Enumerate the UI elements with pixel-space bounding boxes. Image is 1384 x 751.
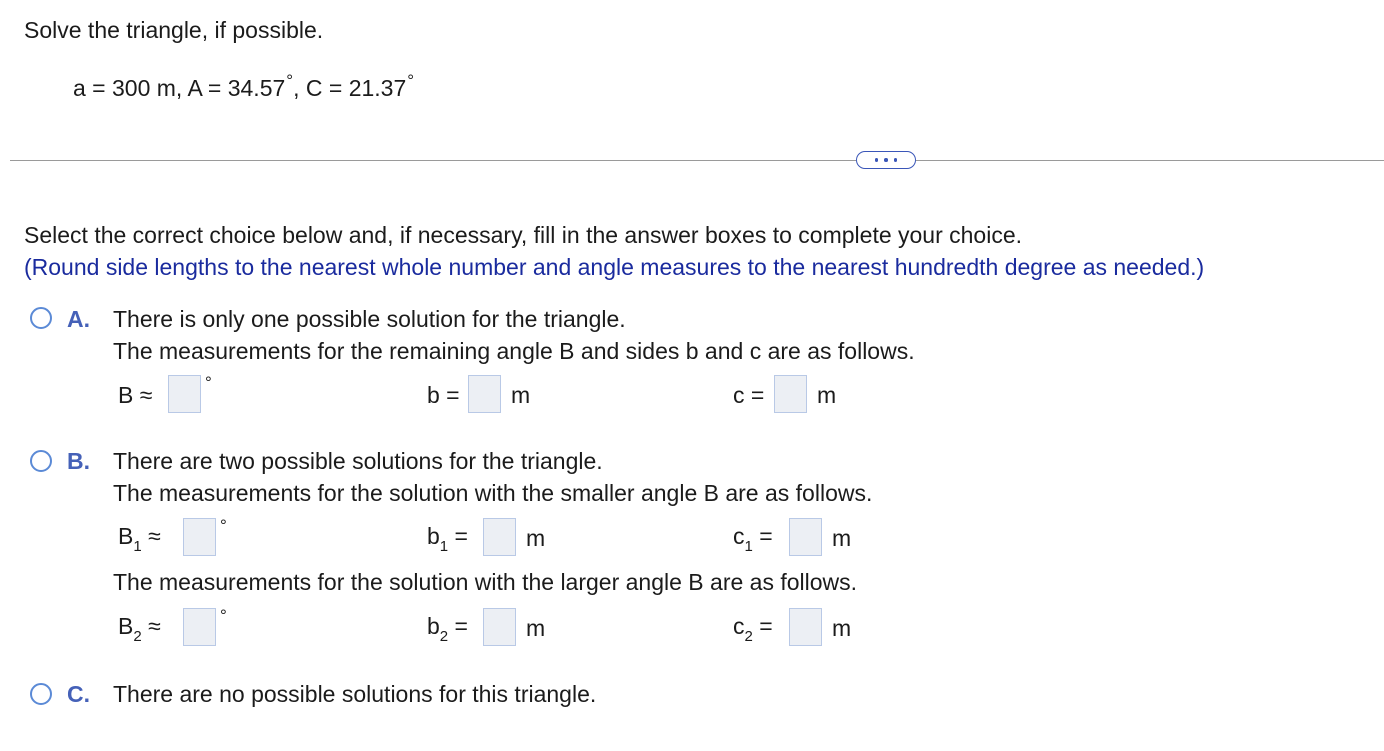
given-angle-c: , C = 21.37: [293, 75, 407, 101]
degree-symbol: °: [220, 516, 227, 535]
side-b2-label: $b_2$ =: [427, 613, 468, 645]
choice-b-subtext-smaller: The measurements for the solution with the smaller angle B are as follows.: [113, 480, 873, 506]
degree-symbol: °: [407, 71, 415, 90]
degree-symbol: °: [220, 606, 227, 625]
side-c2-unit: m: [832, 615, 852, 641]
choice-a-subtext: The measurements for the remaining angle B and sides b and c are as follows.: [113, 338, 915, 364]
side-b1-label: $b_1$ =: [427, 523, 468, 555]
side-c1-label: $c_1$ =: [733, 523, 773, 555]
choice-b-letter: B.: [67, 448, 90, 474]
side-c-input[interactable]: [774, 375, 807, 413]
side-b2-unit: m: [526, 615, 546, 641]
side-c1-input[interactable]: [789, 518, 822, 556]
given-a-and-angle-a: a = 300 m, A = 34.57: [73, 75, 286, 101]
given-values: [73, 71, 415, 105]
angle-b-input[interactable]: [168, 375, 201, 413]
side-b-label: b =: [427, 382, 460, 408]
dot-icon: [875, 158, 879, 162]
choice-a-text: There is only one possible solution for the triangle.: [113, 306, 626, 332]
choice-b-subtext-larger: The measurements for the solution with the larger angle B are as follows.: [113, 569, 858, 595]
side-b-input[interactable]: [468, 375, 501, 413]
side-c-unit: m: [817, 382, 837, 408]
dot-icon: [894, 158, 898, 162]
choice-b-radio[interactable]: [30, 450, 52, 472]
angle-b2-input[interactable]: [183, 608, 216, 646]
angle-b1-input[interactable]: [183, 518, 216, 556]
angle-b1-label: $B_1$ ≈: [118, 523, 161, 555]
divider-right: [916, 160, 1384, 161]
side-c2-input[interactable]: [789, 608, 822, 646]
choice-a-letter: A.: [67, 306, 90, 332]
instruction-text: Select the correct choice below and, if necessary, fill in the answer boxes to complete your choice.: [24, 222, 1023, 248]
angle-b-label: B ≈: [118, 382, 153, 408]
side-b1-input[interactable]: [483, 518, 516, 556]
choice-c-letter: C.: [67, 681, 90, 707]
choice-c-radio[interactable]: [30, 683, 52, 705]
side-c-label: c =: [733, 382, 765, 408]
side-b1-unit: m: [526, 525, 546, 551]
degree-symbol: °: [286, 71, 294, 90]
degree-symbol: °: [205, 373, 212, 392]
choice-b-text: There are two possible solutions for the triangle.: [113, 448, 603, 474]
choice-a-radio[interactable]: [30, 307, 52, 329]
side-b2-input[interactable]: [483, 608, 516, 646]
divider-left: [10, 160, 856, 161]
question-prompt: Solve the triangle, if possible.: [24, 17, 324, 43]
side-b-unit: m: [511, 382, 531, 408]
angle-b2-label: $B_2$ ≈: [118, 613, 161, 645]
choice-c-text: There are no possible solutions for this triangle.: [113, 681, 597, 707]
side-c1-unit: m: [832, 525, 852, 551]
rounding-instruction: (Round side lengths to the nearest whole number and angle measures to the nearest hundredth degree as needed.): [24, 254, 1205, 280]
side-c2-label: $c_2$ =: [733, 613, 773, 645]
dot-icon: [884, 158, 888, 162]
show-more-button[interactable]: [856, 151, 916, 169]
